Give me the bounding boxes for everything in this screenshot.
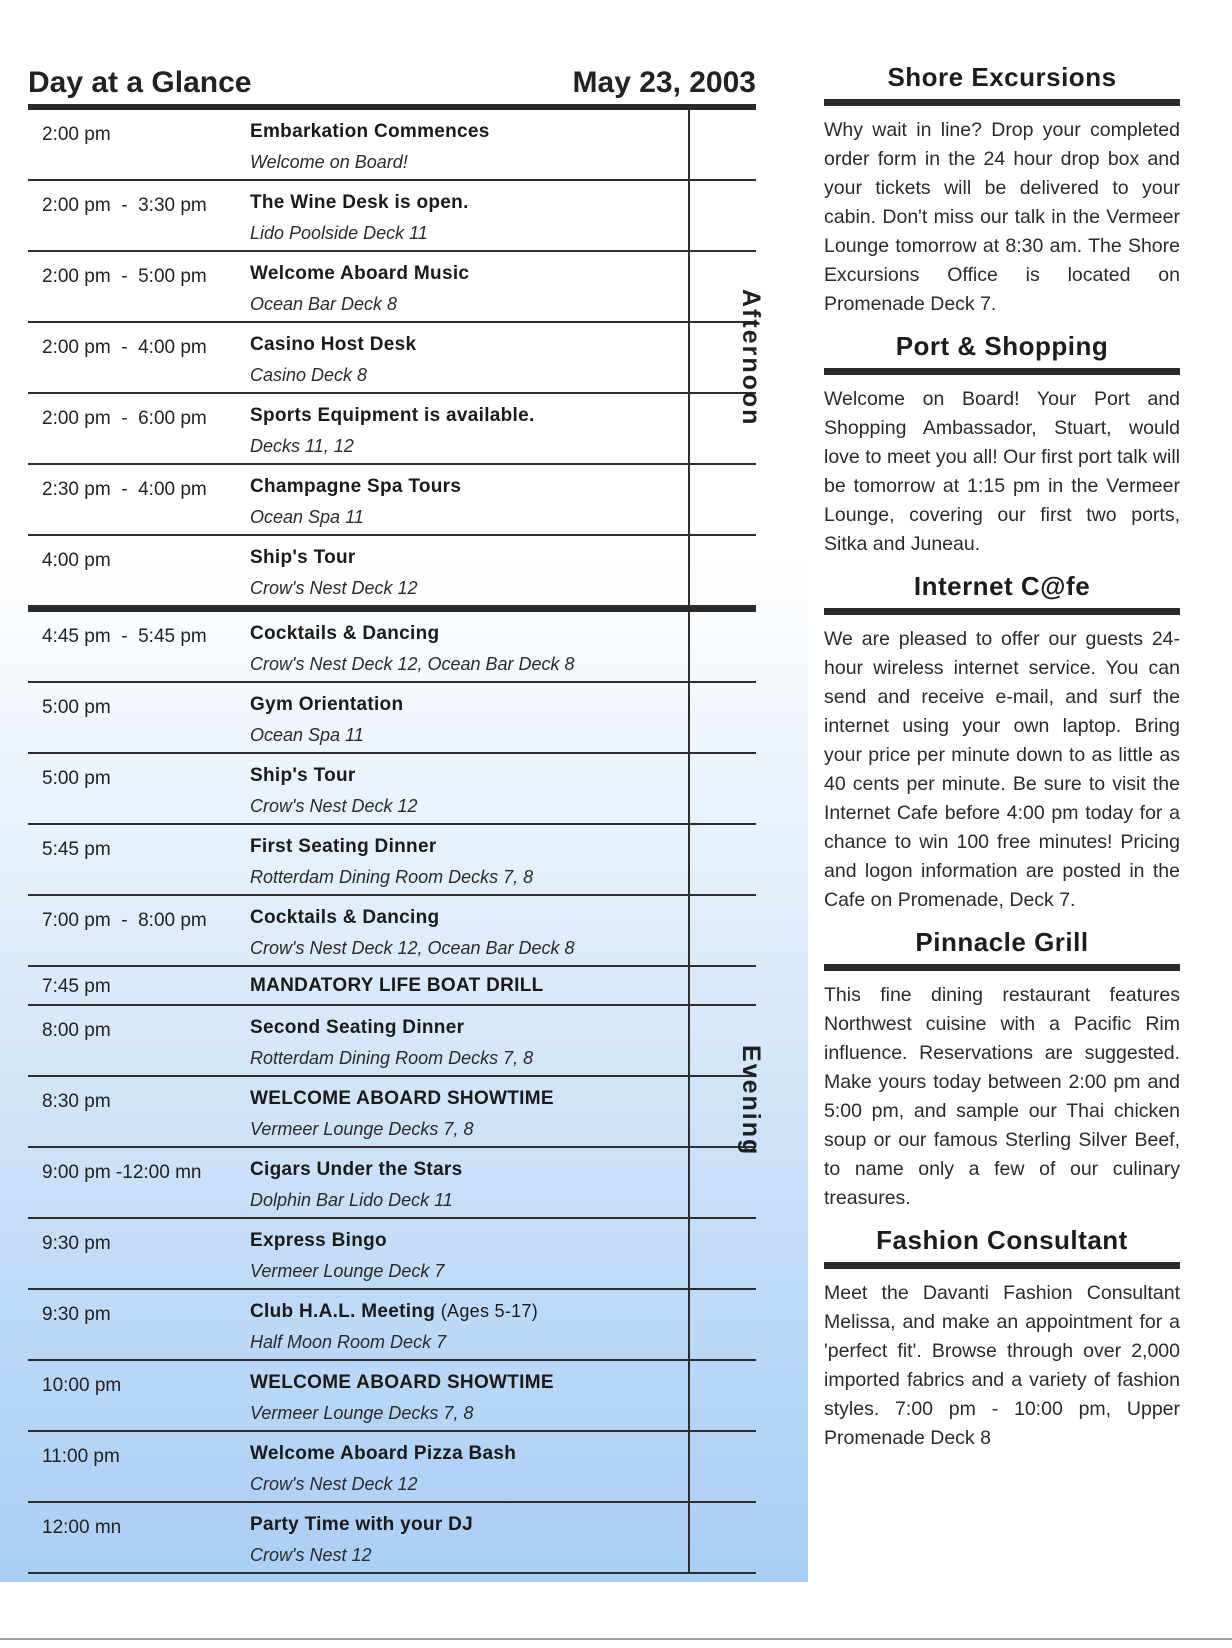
info-section-rule bbox=[824, 1262, 1180, 1269]
event-time: 5:00 pm bbox=[42, 768, 111, 789]
schedule-row bbox=[28, 536, 756, 607]
event-details bbox=[250, 694, 710, 746]
afternoon-divider-line bbox=[688, 110, 690, 607]
event-time: 2:30 pm - 4:00 pm bbox=[42, 479, 207, 500]
event-location: Vermeer Lounge Decks 7, 8 bbox=[250, 1403, 474, 1423]
schedule-table bbox=[28, 110, 765, 1574]
event-location: Crow's Nest Deck 12, Ocean Bar Deck 8 bbox=[250, 938, 575, 958]
event-details bbox=[250, 476, 710, 528]
event-title-text: Ship's Tour bbox=[250, 547, 356, 568]
event-details bbox=[250, 623, 710, 675]
evening-divider-line bbox=[688, 612, 690, 1574]
schedule-row bbox=[28, 1432, 756, 1503]
info-section bbox=[824, 1225, 1180, 1453]
schedule-row bbox=[28, 825, 756, 896]
schedule-row bbox=[28, 896, 756, 967]
event-title bbox=[250, 1514, 710, 1536]
event-title bbox=[250, 476, 710, 498]
event-title-text: Party Time with your DJ bbox=[250, 1514, 473, 1535]
event-time: 2:00 pm - 6:00 pm bbox=[42, 408, 207, 429]
event-details bbox=[250, 907, 710, 959]
event-details bbox=[250, 1443, 710, 1495]
event-location: Crow's Nest Deck 12 bbox=[250, 796, 418, 816]
event-time: 12:00 mn bbox=[42, 1517, 122, 1538]
event-time: 7:45 pm bbox=[42, 976, 111, 997]
info-section-body: Why wait in line? Drop your completed order form in the 24 hour drop box and your tickets will be delivered to your cabin. Don't miss our talk in the Vermeer Lounge tomorrow at 8:30 am. The Shore Excursions Office is located on Promenade Deck 7. bbox=[824, 119, 1180, 315]
event-title bbox=[250, 121, 710, 143]
event-title-text: Champagne Spa Tours bbox=[250, 476, 462, 497]
info-section-body: This fine dining restaurant features Northwest cuisine with a Pacific Rim influence. Reservations are suggested. Make yours today between 2:00 pm and 5:00 pm, and sample our Thai chicken soup or our famous Sterling Silver Beef, to name only a few of our culinary treasures. bbox=[824, 984, 1180, 1209]
event-details bbox=[250, 547, 710, 599]
event-details bbox=[250, 1372, 710, 1424]
event-details bbox=[250, 1159, 710, 1211]
event-location: Half Moon Room Deck 7 bbox=[250, 1332, 447, 1352]
event-details bbox=[250, 192, 710, 244]
event-title-text: WELCOME ABOARD SHOWTIME bbox=[250, 1372, 554, 1393]
schedule-row bbox=[28, 683, 756, 754]
info-section-body: We are pleased to offer our guests 24-hour wireless internet service. You can send and receive e-mail, and surf the internet using your own laptop. Bring your price per minute down to as little as 40 cents per minute. Be sure to visit the Internet Cafe before 4:00 pm today for a chance to win 100 free minutes! Pricing and logon information are posted in the Cafe on Promenade, Deck 7. bbox=[824, 628, 1180, 911]
event-time: 5:45 pm bbox=[42, 839, 111, 860]
event-time: 10:00 pm bbox=[42, 1375, 122, 1396]
info-column bbox=[824, 62, 1180, 1465]
event-location: Casino Deck 8 bbox=[250, 365, 368, 385]
event-title bbox=[250, 694, 710, 716]
event-location: Rotterdam Dining Room Decks 7, 8 bbox=[250, 867, 534, 887]
event-details bbox=[250, 1088, 710, 1140]
event-time: 9:30 pm bbox=[42, 1304, 111, 1325]
schedule-row bbox=[28, 1503, 756, 1574]
event-location: Crow's Nest Deck 12, Ocean Bar Deck 8 bbox=[250, 654, 575, 674]
event-title-text: Gym Orientation bbox=[250, 694, 404, 715]
afternoon-section-label: Afternoon bbox=[737, 289, 765, 427]
event-title-text: Club H.A.L. Meeting bbox=[250, 1301, 436, 1322]
schedule-row bbox=[28, 465, 756, 536]
info-section-title: Port & Shopping bbox=[895, 331, 1109, 361]
schedule-row bbox=[28, 252, 756, 323]
event-details bbox=[250, 765, 710, 817]
schedule-title: Day at a Glance bbox=[28, 66, 252, 99]
schedule-row bbox=[28, 110, 756, 181]
schedule-row bbox=[28, 967, 756, 1006]
info-section-rule bbox=[824, 99, 1180, 106]
schedule-header bbox=[28, 64, 756, 104]
info-section-title: Pinnacle Grill bbox=[915, 927, 1089, 957]
schedule-row bbox=[28, 1290, 756, 1361]
event-time: 2:00 pm bbox=[42, 124, 111, 145]
event-time: 7:00 pm - 8:00 pm bbox=[42, 910, 207, 931]
event-details bbox=[250, 121, 710, 173]
event-time: 4:00 pm bbox=[42, 550, 111, 571]
event-location: Rotterdam Dining Room Decks 7, 8 bbox=[250, 1048, 534, 1068]
info-section-title: Internet C@fe bbox=[913, 571, 1091, 601]
event-time: 2:00 pm - 4:00 pm bbox=[42, 337, 207, 358]
event-title bbox=[250, 1088, 710, 1110]
event-title-text: Cocktails & Dancing bbox=[250, 623, 440, 644]
event-time: 9:00 pm -12:00 mn bbox=[42, 1162, 202, 1183]
event-details bbox=[250, 975, 710, 997]
event-title-text: First Seating Dinner bbox=[250, 836, 437, 857]
schedule-row bbox=[28, 1006, 756, 1077]
event-details bbox=[250, 263, 710, 315]
info-section-body: Meet the Davanti Fashion Consultant Melissa, and make an appointment for a 'perfect fit'. Browse through over 2,000 imported fabrics and a variety of fashion styles. 7:00 pm - 10:00 pm, Upper Promenade Deck 8 bbox=[824, 1282, 1180, 1449]
event-details bbox=[250, 836, 710, 888]
info-section-rule bbox=[824, 608, 1180, 615]
schedule-row bbox=[28, 1361, 756, 1432]
event-time: 5:00 pm bbox=[42, 697, 111, 718]
event-title-text: Casino Host Desk bbox=[250, 334, 417, 355]
event-title-text: MANDATORY LIFE BOAT DRILL bbox=[250, 975, 544, 996]
event-title bbox=[250, 1301, 710, 1323]
event-time: 2:00 pm - 5:00 pm bbox=[42, 266, 207, 287]
event-title-text: WELCOME ABOARD SHOWTIME bbox=[250, 1088, 554, 1109]
schedule-row bbox=[28, 612, 756, 683]
event-title-text: Welcome Aboard Music bbox=[250, 263, 470, 284]
event-title-text: Cocktails & Dancing bbox=[250, 907, 440, 928]
event-title bbox=[250, 1443, 710, 1465]
event-title bbox=[250, 192, 710, 214]
schedule-row bbox=[28, 1148, 756, 1219]
event-details bbox=[250, 1017, 710, 1069]
event-location: Vermeer Lounge Decks 7, 8 bbox=[250, 1119, 474, 1139]
event-title bbox=[250, 975, 710, 997]
event-time: 8:00 pm bbox=[42, 1020, 111, 1041]
event-location: Lido Poolside Deck 11 bbox=[250, 223, 428, 243]
event-title bbox=[250, 907, 710, 929]
event-details bbox=[250, 405, 710, 457]
info-section-body: Welcome on Board! Your Port and Shopping Ambassador, Stuart, would love to meet you all! Our first port talk will be tomorrow at 1:15 pm in the Vermeer Lounge, covering our first two ports, Sitka and Juneau. bbox=[824, 388, 1180, 555]
event-time: 2:00 pm - 3:30 pm bbox=[42, 195, 207, 216]
event-title bbox=[250, 623, 710, 645]
schedule-row bbox=[28, 1077, 756, 1148]
event-title bbox=[250, 765, 710, 787]
event-location: Welcome on Board! bbox=[250, 152, 408, 172]
event-title-text: Ship's Tour bbox=[250, 765, 356, 786]
event-time: 8:30 pm bbox=[42, 1091, 111, 1112]
event-title-text: Welcome Aboard Pizza Bash bbox=[250, 1443, 517, 1464]
event-title bbox=[250, 1372, 710, 1394]
event-location: Crow's Nest Deck 12 bbox=[250, 578, 418, 598]
event-title bbox=[250, 263, 710, 285]
event-title-text: Express Bingo bbox=[250, 1230, 387, 1251]
event-title bbox=[250, 547, 710, 569]
event-title-text: Sports Equipment is available. bbox=[250, 405, 535, 426]
info-section-title: Fashion Consultant bbox=[876, 1225, 1128, 1255]
event-location: Decks 11, 12 bbox=[250, 436, 354, 456]
event-time: 4:45 pm - 5:45 pm bbox=[42, 626, 207, 647]
event-details bbox=[250, 1514, 710, 1566]
event-location: Vermeer Lounge Deck 7 bbox=[250, 1261, 445, 1281]
event-title bbox=[250, 334, 710, 356]
info-section bbox=[824, 62, 1180, 319]
event-location: Ocean Spa 11 bbox=[250, 507, 364, 527]
event-title bbox=[250, 405, 710, 427]
schedule-row bbox=[28, 394, 756, 465]
schedule-row bbox=[28, 754, 756, 825]
bottom-rule bbox=[0, 1638, 1232, 1640]
event-title-text: Second Seating Dinner bbox=[250, 1017, 465, 1038]
event-location: Crow's Nest Deck 12 bbox=[250, 1474, 418, 1494]
evening-section-label: Evening bbox=[737, 1045, 765, 1157]
info-section bbox=[824, 331, 1180, 559]
event-title bbox=[250, 1159, 710, 1181]
event-details bbox=[250, 334, 710, 386]
evening-events bbox=[28, 612, 756, 1574]
info-section bbox=[824, 571, 1180, 915]
event-location: Ocean Spa 11 bbox=[250, 725, 364, 745]
event-title-text: Embarkation Commences bbox=[250, 121, 490, 142]
event-title bbox=[250, 836, 710, 858]
event-title-text: Cigars Under the Stars bbox=[250, 1159, 463, 1180]
schedule-row bbox=[28, 323, 756, 394]
event-location: Ocean Bar Deck 8 bbox=[250, 294, 398, 314]
event-details bbox=[250, 1301, 710, 1353]
event-title bbox=[250, 1017, 710, 1039]
info-section-rule bbox=[824, 368, 1180, 375]
info-section-rule bbox=[824, 964, 1180, 971]
schedule-column bbox=[28, 64, 765, 1574]
info-section bbox=[824, 927, 1180, 1213]
info-section-title: Shore Excursions bbox=[887, 62, 1117, 92]
event-note: (Ages 5-17) bbox=[440, 1301, 539, 1321]
schedule-row bbox=[28, 181, 756, 252]
event-details bbox=[250, 1230, 710, 1282]
event-time: 11:00 pm bbox=[42, 1446, 120, 1467]
schedule-date: May 23, 2003 bbox=[572, 66, 756, 99]
event-time: 9:30 pm bbox=[42, 1233, 111, 1254]
afternoon-events bbox=[28, 110, 756, 607]
schedule-row bbox=[28, 1219, 756, 1290]
event-title bbox=[250, 1230, 710, 1252]
event-location: Dolphin Bar Lido Deck 11 bbox=[250, 1190, 453, 1210]
event-location: Crow's Nest 12 bbox=[250, 1545, 372, 1565]
event-title-text: The Wine Desk is open. bbox=[250, 192, 469, 213]
